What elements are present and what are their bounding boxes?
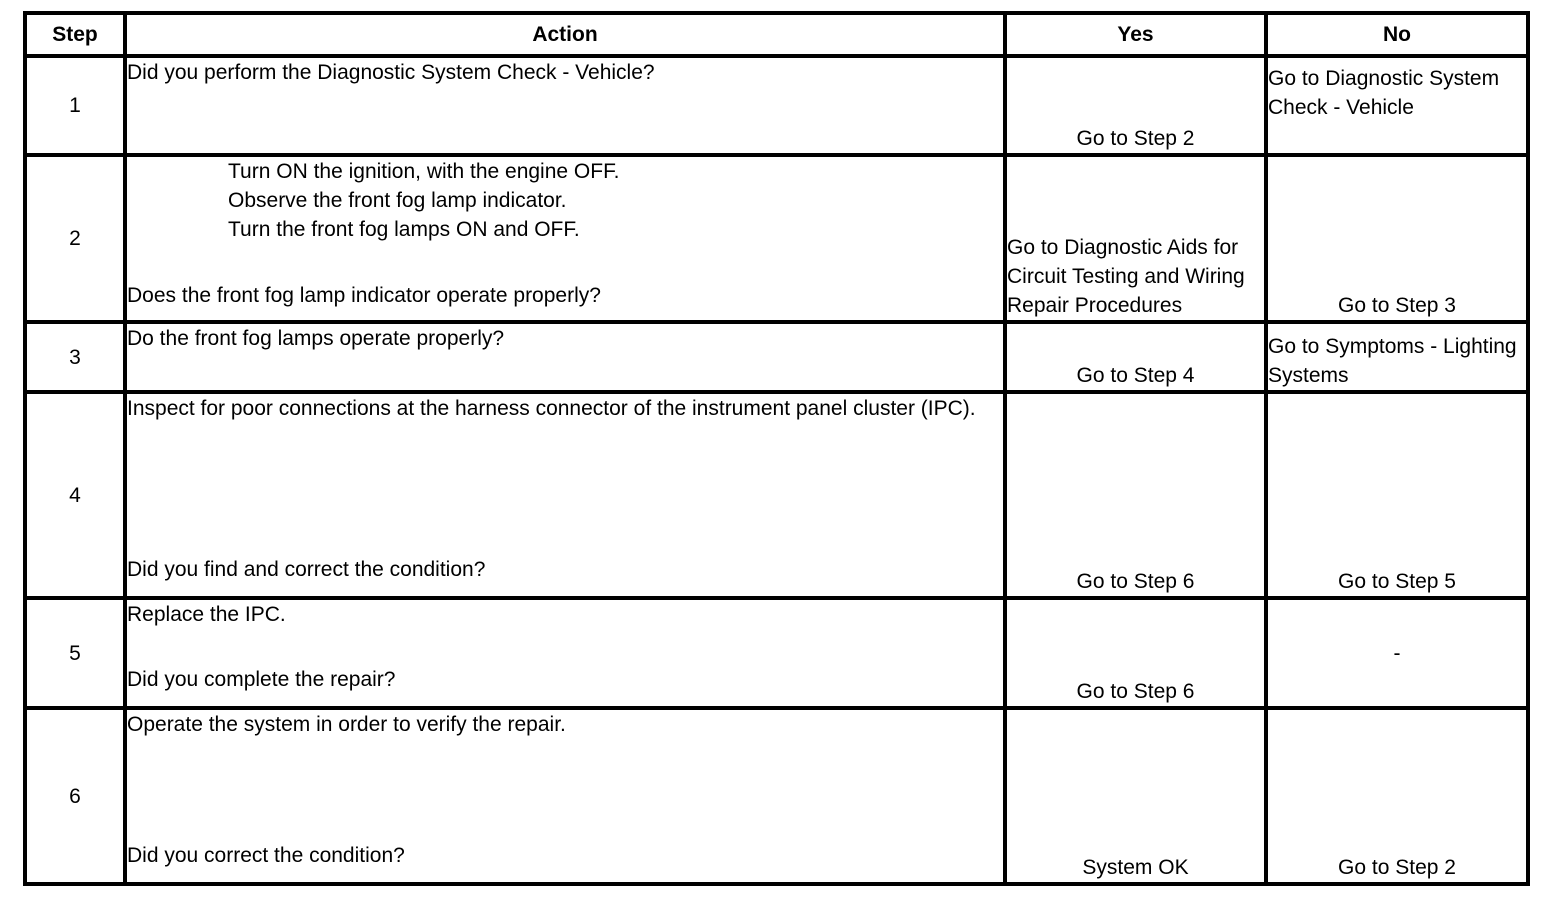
no-cell: Go to Diagnostic System Check - Vehicle — [1266, 56, 1528, 155]
header-step: Step — [25, 13, 125, 56]
header-yes: Yes — [1005, 13, 1266, 56]
action-cell — [125, 56, 1005, 155]
step-number: 2 — [25, 155, 125, 322]
no-cell: Go to Step 5 — [1266, 392, 1528, 598]
action-step-line: Observe the front fog lamp indicator. — [228, 189, 567, 212]
action-text: Did you perform the Diagnostic System Check - Vehicle? — [127, 61, 655, 84]
action-steps — [127, 157, 1003, 244]
step-number: 3 — [25, 322, 125, 392]
step-number: 5 — [25, 598, 125, 708]
step-number: 6 — [25, 708, 125, 884]
table-row — [25, 155, 1528, 322]
yes-cell: Go to Step 6 — [1005, 392, 1266, 598]
no-cell: Go to Step 3 — [1266, 155, 1528, 322]
action-cell — [125, 155, 1005, 322]
table-row — [25, 708, 1528, 884]
header-no: No — [1266, 13, 1528, 56]
action-text: Inspect for poor connections at the harness connector of the instrument panel cluster (IPC). — [127, 397, 976, 420]
action-question: Did you find and correct the condition? — [127, 558, 486, 581]
table-row — [25, 598, 1528, 708]
diagnostic-table — [23, 11, 1530, 886]
action-cell — [125, 322, 1005, 392]
header-action: Action — [125, 13, 1005, 56]
yes-cell: Go to Step 2 — [1005, 56, 1266, 155]
action-text: Do the front fog lamps operate properly? — [127, 327, 505, 350]
action-question: Did you complete the repair? — [127, 668, 396, 691]
action-step-line: Turn the front fog lamps ON and OFF. — [228, 218, 580, 241]
action-text: Operate the system in order to verify the repair. — [127, 713, 566, 736]
no-cell: - — [1266, 598, 1528, 708]
header-row — [25, 13, 1528, 56]
table-row — [25, 392, 1528, 598]
no-cell: Go to Symptoms - Lighting Systems — [1266, 322, 1528, 392]
yes-cell: Go to Diagnostic Aids for Circuit Testing and Wiring Repair Procedures — [1005, 155, 1266, 322]
action-text: Replace the IPC. — [127, 603, 286, 626]
action-question: Does the front fog lamp indicator operate properly? — [127, 284, 601, 307]
yes-cell: Go to Step 6 — [1005, 598, 1266, 708]
action-cell — [125, 598, 1005, 708]
table-row — [25, 56, 1528, 155]
table-row — [25, 322, 1528, 392]
action-cell — [125, 392, 1005, 598]
step-number: 1 — [25, 56, 125, 155]
yes-cell: System OK — [1005, 708, 1266, 884]
step-number: 4 — [25, 392, 125, 598]
action-cell — [125, 708, 1005, 884]
action-step-line: Turn ON the ignition, with the engine OFF. — [228, 160, 620, 183]
action-question: Did you correct the condition? — [127, 844, 405, 867]
yes-cell: Go to Step 4 — [1005, 322, 1266, 392]
no-cell: Go to Step 2 — [1266, 708, 1528, 884]
